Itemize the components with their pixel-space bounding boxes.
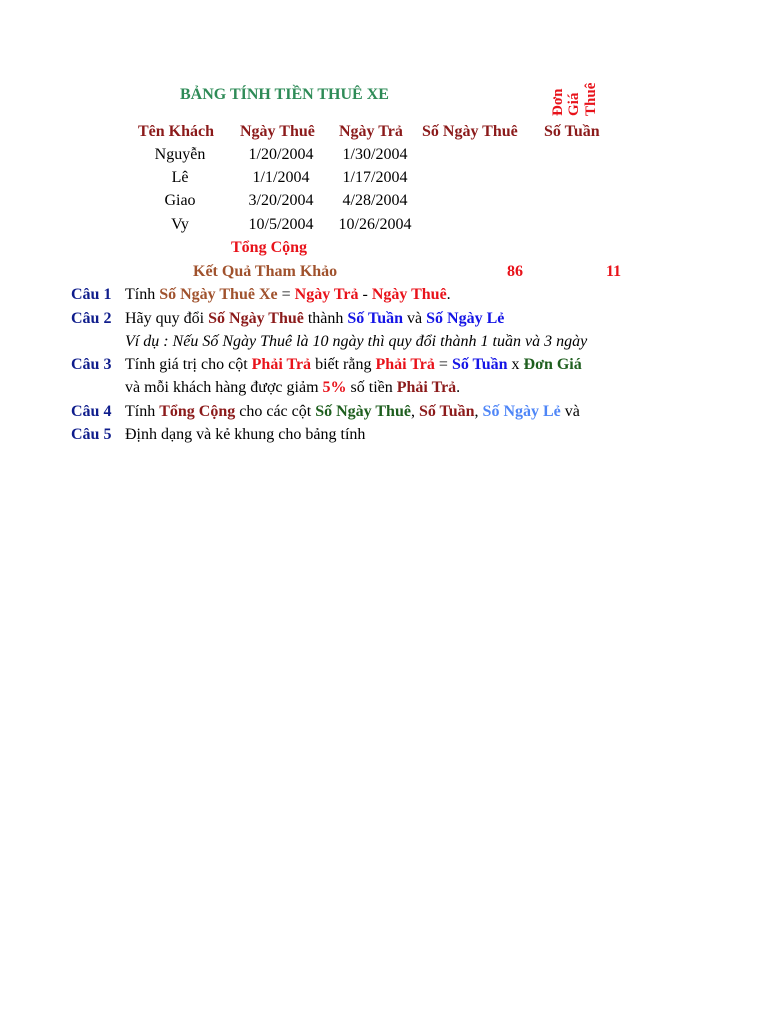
cell-start: 1/1/2004 bbox=[252, 169, 310, 186]
question-3-text-line2: và mỗi khách hàng được giảm 5% số tiền Phải Trả. bbox=[125, 379, 461, 396]
unit-price-header bbox=[551, 72, 611, 116]
total-label: Tổng Cộng bbox=[231, 239, 308, 256]
sheet-title: BẢNG TÍNH TIỀN THUÊ XE bbox=[180, 86, 389, 103]
reference-days: 86 bbox=[507, 263, 523, 280]
question-4-text: Tính Tổng Cộng cho các cột Số Ngày Thuê, Số Tuần, Số Ngày Lẻ và bbox=[125, 403, 580, 420]
col-header-weeks: Số Tuần bbox=[544, 123, 600, 140]
question-2-text: Hãy quy đổi Số Ngày Thuê thành Số Tuần và Số Ngày Lẻ bbox=[125, 310, 505, 327]
question-1-text: Tính Số Ngày Thuê Xe = Ngày Trả - Ngày Thuê. bbox=[125, 286, 451, 303]
col-header-days: Số Ngày Thuê bbox=[422, 123, 518, 140]
cell-end: 4/28/2004 bbox=[342, 192, 408, 209]
question-label: Câu 2 bbox=[71, 310, 112, 327]
question-label: Câu 1 bbox=[71, 286, 112, 303]
cell-start: 3/20/2004 bbox=[248, 192, 314, 209]
question-3-text: Tính giá trị cho cột Phải Trả biết rằng Phải Trả = Số Tuần x Đơn Giá bbox=[125, 356, 582, 373]
cell-end: 10/26/2004 bbox=[338, 216, 412, 233]
cell-end: 1/17/2004 bbox=[342, 169, 408, 186]
vertical-header-word: Đơn bbox=[550, 88, 566, 116]
question-5-text: Định dạng và kẻ khung cho bảng tính bbox=[125, 426, 366, 443]
question-label: Câu 3 bbox=[71, 356, 112, 373]
cell-end: 1/30/2004 bbox=[342, 146, 408, 163]
cell-name: Giao bbox=[164, 192, 196, 209]
reference-weeks: 11 bbox=[606, 263, 622, 280]
question-2-example: Ví dụ : Nếu Số Ngày Thuê là 10 ngày thì quy đổi thành 1 tuần và 3 ngày bbox=[125, 333, 588, 350]
cell-name: Vy bbox=[171, 216, 189, 233]
vertical-header-word: Thuê bbox=[583, 82, 599, 116]
col-header-name: Tên Khách bbox=[138, 123, 215, 140]
reference-label: Kết Quả Tham Khảo bbox=[193, 263, 338, 280]
cell-start: 10/5/2004 bbox=[248, 216, 314, 233]
cell-start: 1/20/2004 bbox=[248, 146, 314, 163]
cell-name: Lê bbox=[171, 169, 189, 186]
cell-name: Nguyễn bbox=[154, 146, 206, 163]
vertical-header-word: Giá bbox=[566, 92, 582, 116]
col-header-start: Ngày Thuê bbox=[240, 123, 315, 140]
col-header-end: Ngày Trả bbox=[339, 123, 403, 140]
question-label: Câu 4 bbox=[71, 403, 112, 420]
question-label: Câu 5 bbox=[71, 426, 112, 443]
